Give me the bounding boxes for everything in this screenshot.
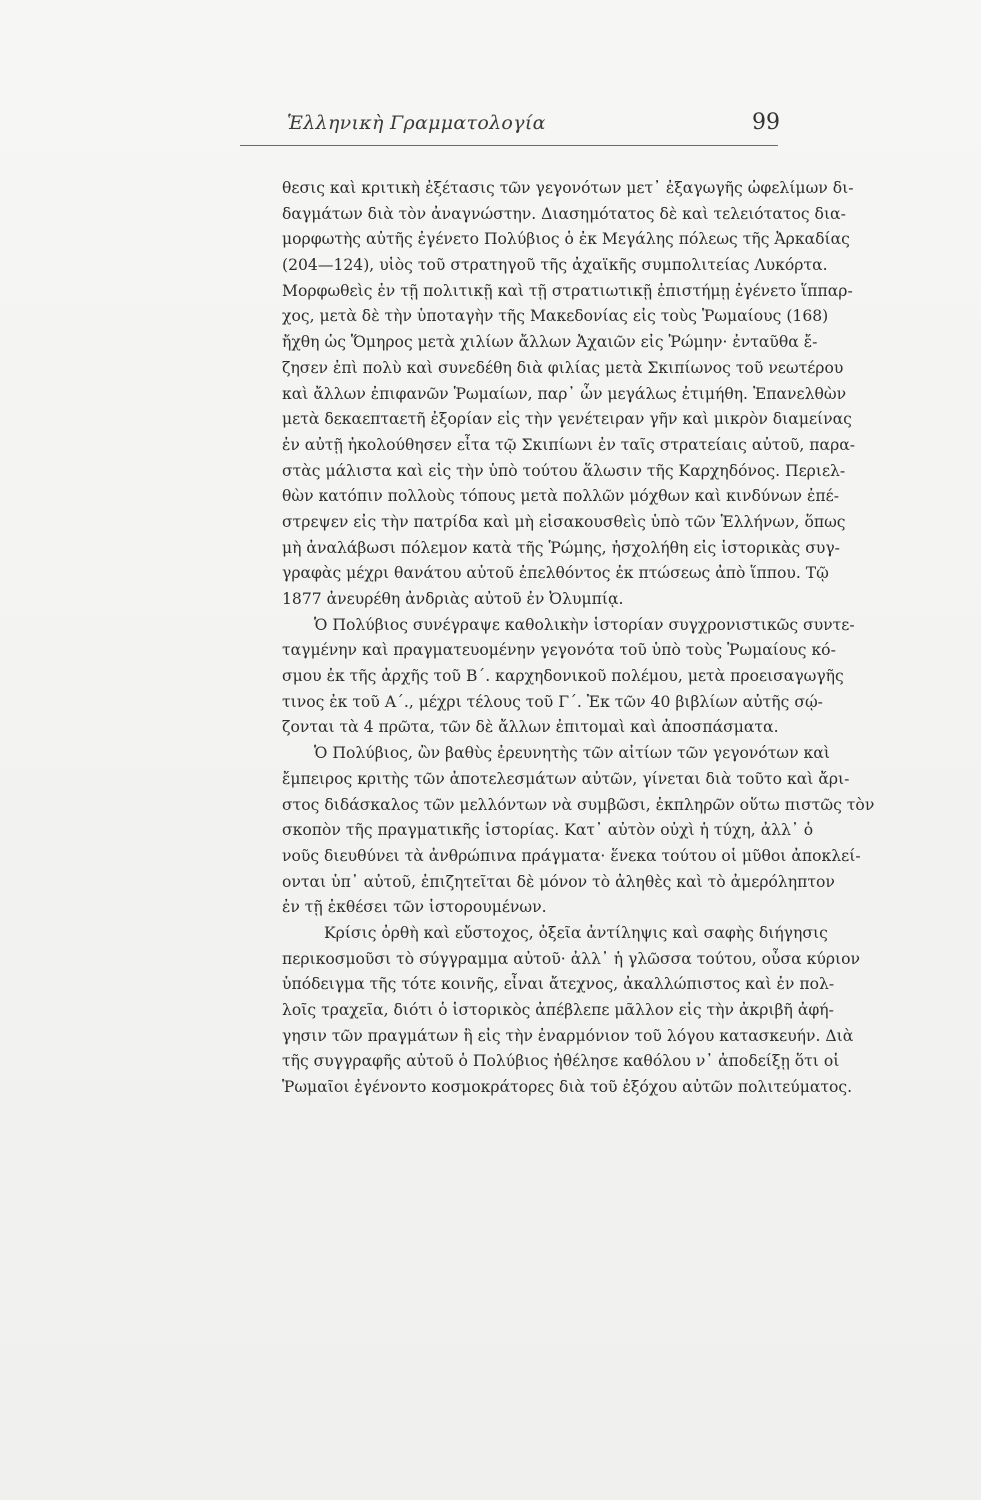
text-line: στὰς μάλιστα καὶ εἰς τὴν ὑπὸ τούτου ἅλωσιν τῆς Καρχηδόνος. Περιελ-	[282, 461, 846, 480]
text-line: περικοσμοῦσι τὸ σύγγραμμα αὐτοῦ· ἀλλ᾽ ἡ γλῶσσα τούτου, οὖσα κύριον	[282, 949, 861, 968]
text-line: ταγμένην καὶ πραγματευομένην γεγονότα τοῦ ὑπὸ τοὺς Ῥωμαίους κό-	[282, 641, 836, 660]
text-line: ζονται τὰ 4 πρῶτα, τῶν δὲ ἄλλων ἐπιτομαὶ καὶ ἀποσπάσματα.	[282, 718, 779, 737]
text-line: ἐν αὐτῇ ἠκολούθησεν εἶτα τῷ Σκιπίωνι ἐν ταῖς στρατείαις αὐτοῦ, παρα-	[282, 435, 856, 454]
text-line: νοῦς διευθύνει τὰ ἀνθρώπινα πράγματα· ἕνεκα τούτου οἱ μῦθοι ἀποκλεί-	[282, 846, 861, 865]
text-line: ονται ὑπ᾽ αὐτοῦ, ἐπιζητεῖται δὲ μόνον τὸ ἀληθὲς καὶ τὸ ἀμερόληπτον	[282, 872, 835, 891]
body-text	[282, 176, 875, 1101]
text-line: μὴ ἀναλάβωσι πόλεμον κατὰ τῆς Ῥώμης, ἠσχολήθη εἰς ἱστορικὰς συγ-	[282, 538, 840, 557]
text-line: θὼν κατόπιν πολλοὺς τόπους μετὰ πολλῶν μόχθων καὶ κινδύνων ἐπέ-	[282, 487, 839, 506]
text-line: μορφωτὴς αὐτῆς ἐγένετο Πολύβιος ὁ ἐκ Μεγάλης πόλεως τῆς Ἀρκαδίας	[282, 230, 850, 249]
text-line: ἤχθη ὡς Ὅμηρος μετὰ χιλίων ἄλλων Ἀχαιῶν εἰς Ῥώμην· ἐνταῦθα ἔ-	[282, 333, 818, 352]
page-header	[232, 112, 780, 144]
running-title: Ἑλληνικὴ Γραμματολογία	[287, 112, 546, 134]
text-line: ὑπόδειγμα τῆς τότε κοινῆς, εἶναι ἄτεχνος, ἀκαλλώπιστος καὶ ἐν πολ-	[282, 975, 835, 994]
text-line: ἐν τῇ ἐκθέσει τῶν ἱστορουμένων.	[282, 898, 547, 917]
text-line: τινος ἐκ τοῦ Α΄., μέχρι τέλους τοῦ Γ΄. Ἐκ τῶν 40 βιβλίων αὐτῆς σῴ-	[282, 692, 823, 711]
text-line: καὶ ἄλλων ἐπιφανῶν Ῥωμαίων, παρ᾽ ὧν μεγάλως ἐτιμήθη. Ἐπανελθὼν	[282, 384, 847, 403]
text-line: δαγμάτων διὰ τὸν ἀναγνώστην. Διασημότατος δὲ καὶ τελειότατος δια-	[282, 204, 846, 223]
text-line: Μορφωθεὶς ἐν τῇ πολιτικῇ καὶ τῇ στρατιωτικῇ ἐπιστήμῃ ἐγένετο ἵππαρ-	[282, 281, 853, 300]
text-line: θεσις καὶ κριτικὴ ἐξέτασις τῶν γεγονότων μετ᾽ ἐξαγωγῆς ὠφελίμων δι-	[282, 179, 854, 197]
header-rule	[240, 145, 778, 146]
page-number: 99	[752, 110, 780, 135]
text-line: γραφὰς μέχρι θανάτου αὐτοῦ ἐπελθόντος ἐκ πτώσεως ἀπὸ ἵππου. Τῷ	[282, 564, 829, 583]
text-line: στρεψεν εἰς τὴν πατρίδα καὶ μὴ εἰσακουσθεὶς ὑπὸ τῶν Ἑλλήνων, ὅπως	[282, 512, 846, 531]
text-line: σμου ἐκ τῆς ἀρχῆς τοῦ Β΄. καρχηδονικοῦ πολέμου, μετὰ προεισαγωγῆς	[282, 667, 844, 686]
text-line: Ὁ Πολύβιος συνέγραψε καθολικὴν ἱστορίαν συγχρονιστικῶς συντε-	[314, 615, 855, 634]
text-line: λοῖς τραχεῖα, διότι ὁ ἱστορικὸς ἀπέβλεπε μᾶλλον εἰς τὴν ἀκριβῆ ἀφή-	[282, 1001, 834, 1019]
text-line: γησιν τῶν πραγμάτων ἢ εἰς τὴν ἐναρμόνιον τοῦ λόγου κατασκευήν. Διὰ	[282, 1026, 854, 1045]
text-line: τῆς συγγραφῆς αὐτοῦ ὁ Πολύβιος ἠθέλησε καθόλου ν᾽ ἀποδείξῃ ὅτι οἱ	[282, 1052, 840, 1071]
text-line: Ὁ Πολύβιος, ὢν βαθὺς ἐρευνητὴς τῶν αἰτίων τῶν γεγονότων καὶ	[314, 744, 830, 763]
text-line: Ῥωμαῖοι ἐγένοντο κοσμοκράτορες διὰ τοῦ ἐξόχου αὐτῶν πολιτεύματος.	[282, 1078, 853, 1097]
text-line: ἔμπειρος κριτὴς τῶν ἀποτελεσμάτων αὐτῶν, γίνεται διὰ τοῦτο καὶ ἄρι-	[282, 769, 850, 788]
text-line: (204—124), υἱὸς τοῦ στρατηγοῦ τῆς ἀχαϊκῆς συμπολιτείας Λυκόρτα.	[282, 256, 828, 275]
text-line: χος, μετὰ δὲ τὴν ὑποταγὴν τῆς Μακεδονίας εἰς τοὺς Ῥωμαίους (168)	[282, 307, 829, 326]
text-line: σκοπὸν τῆς πραγματικῆς ἱστορίας. Κατ᾽ αὐτὸν οὐχὶ ἡ τύχη, ἀλλ᾽ ὁ	[282, 821, 814, 840]
text-line: 1877 ἀνευρέθη ἀνδριὰς αὐτοῦ ἐν Ὀλυμπίᾳ.	[282, 590, 624, 608]
text-line: στος διδάσκαλος τῶν μελλόντων νὰ συμβῶσι, ἐκπληρῶν οὕτω πιστῶς τὸν	[282, 795, 875, 814]
text-line: Κρίσις ὀρθὴ καὶ εὔστοχος, ὀξεῖα ἀντίληψις καὶ σαφὴς διήγησις	[324, 923, 828, 942]
text-line: ζησεν ἐπὶ πολὺ καὶ συνεδέθη διὰ φιλίας μετὰ Σκιπίωνος τοῦ νεωτέρου	[282, 358, 844, 377]
text-line: μετὰ δεκαεπταετῆ ἐξορίαν εἰς τὴν γενέτειραν γῆν καὶ μικρὸν διαμείνας	[282, 410, 852, 429]
